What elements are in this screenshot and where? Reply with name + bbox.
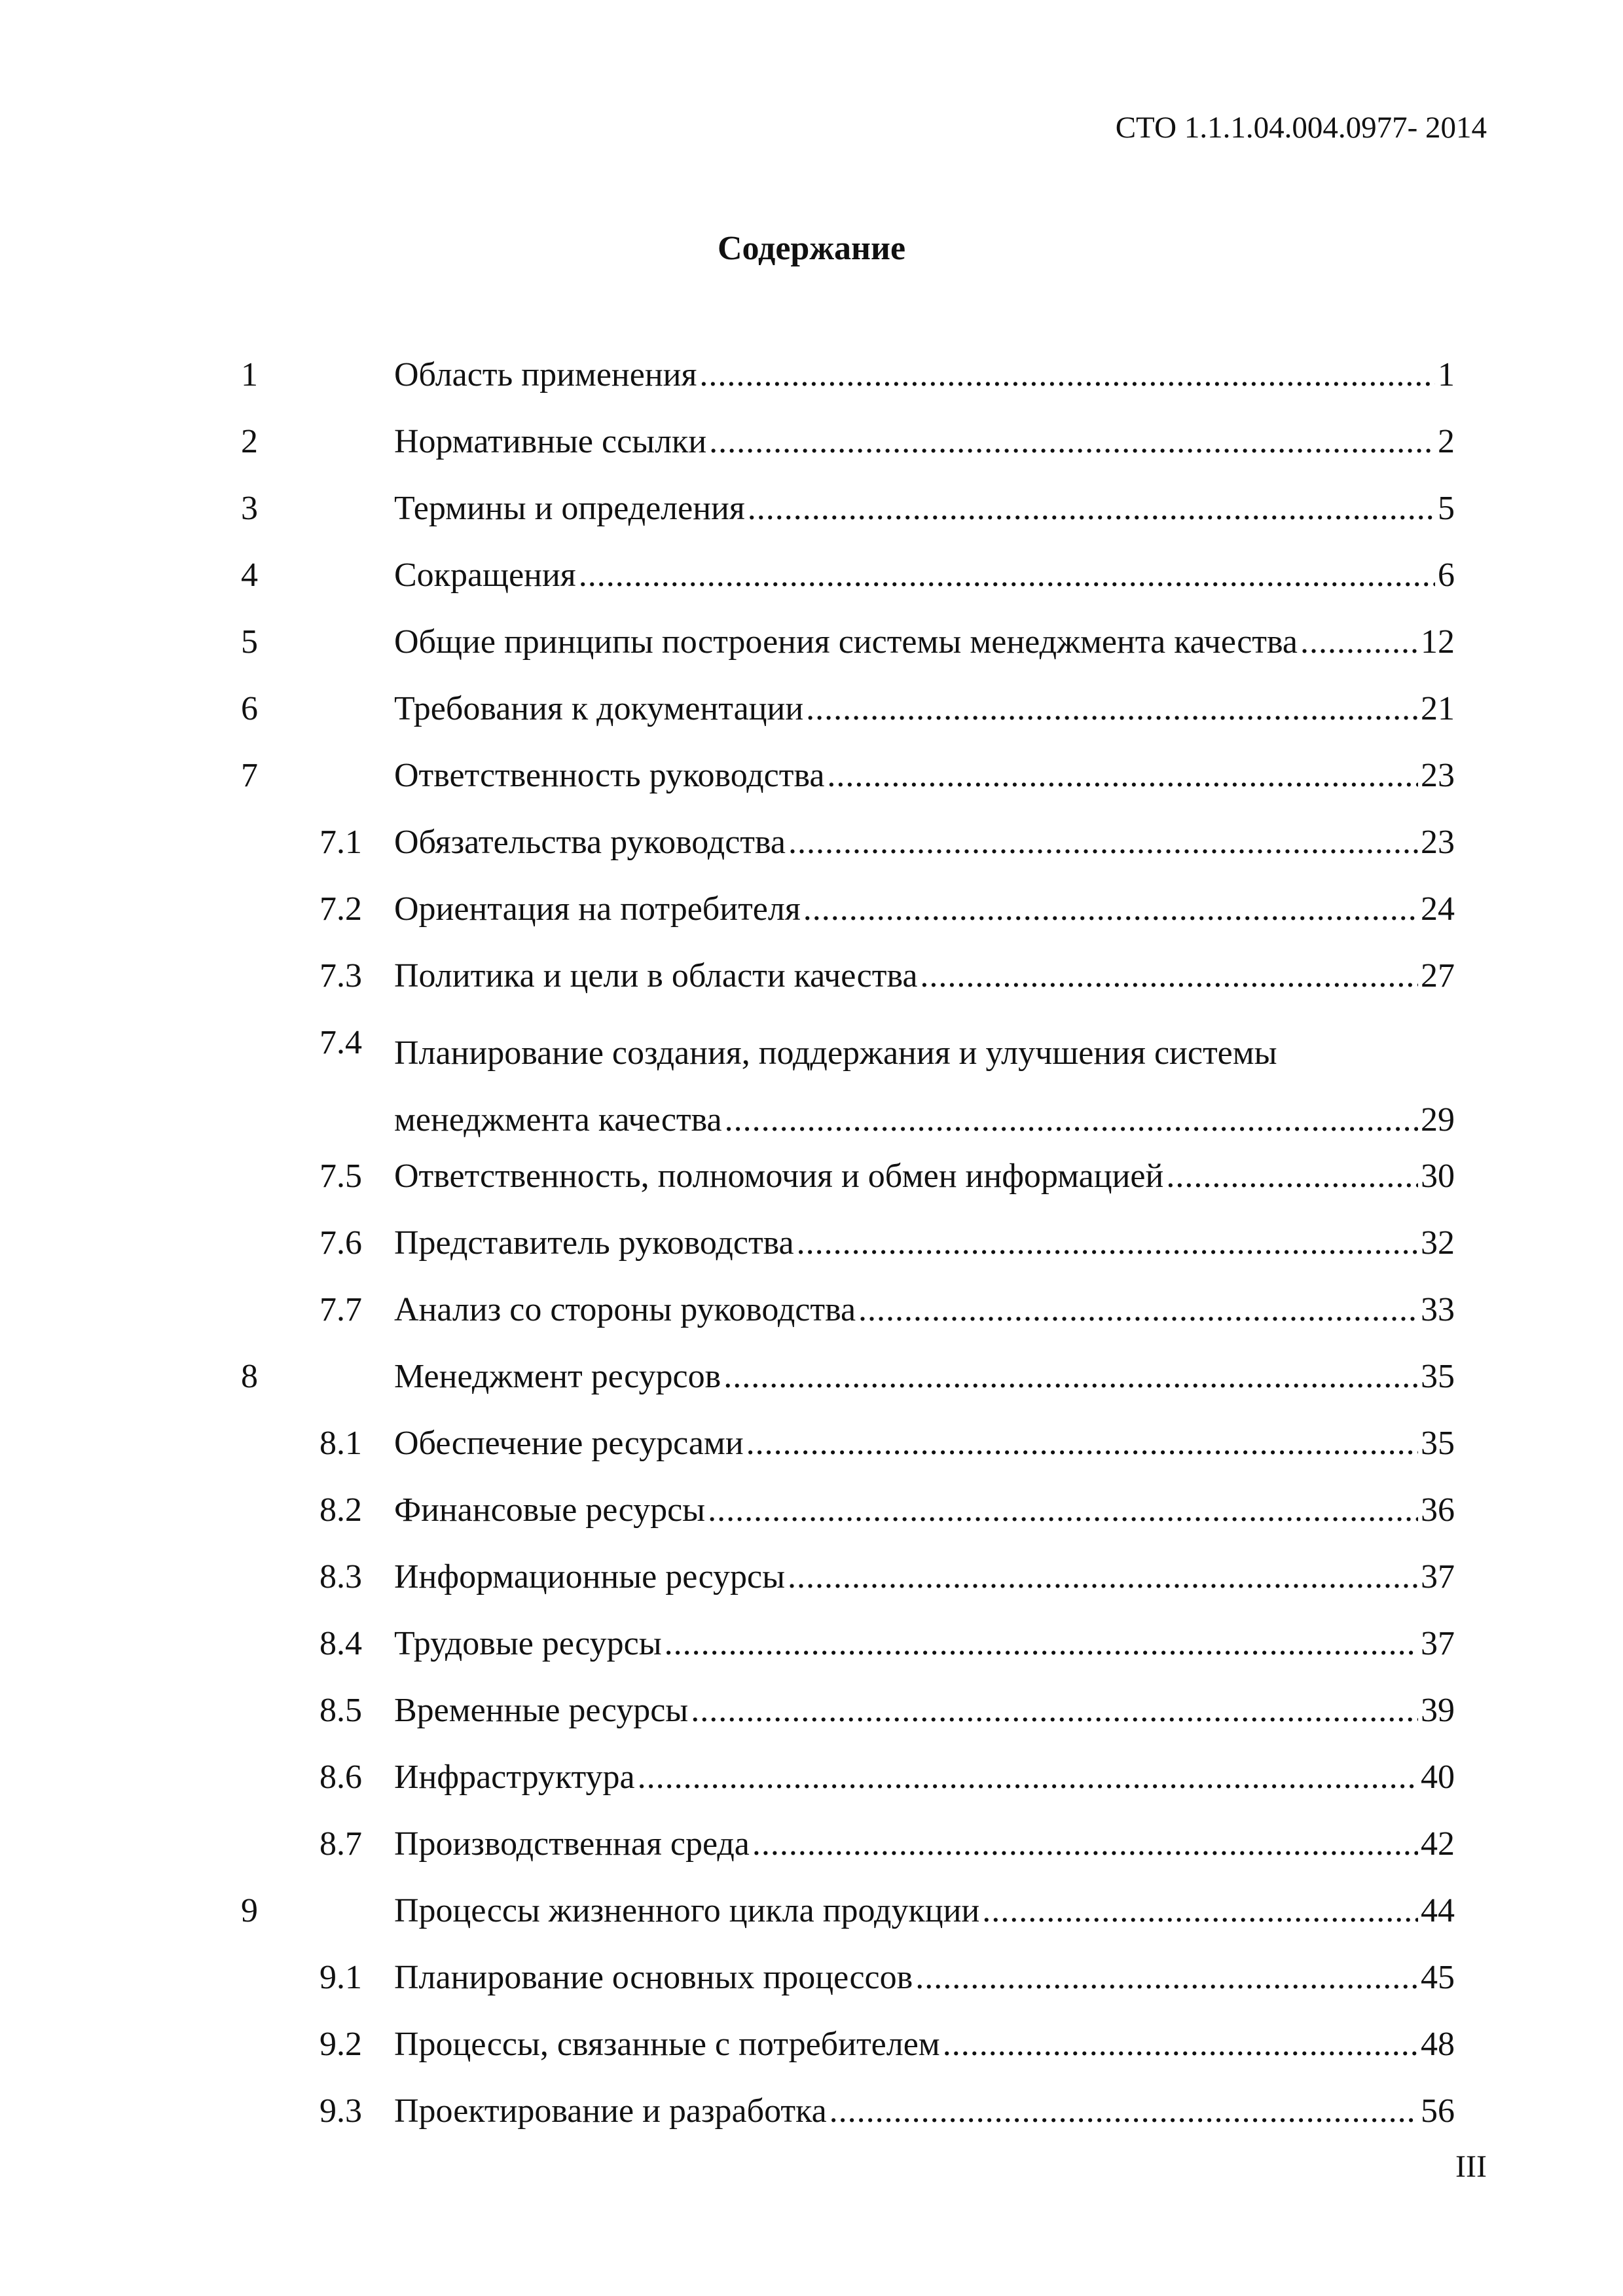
page-ref: 35 (1421, 1425, 1455, 1462)
subsection-number: 7.7 (319, 1291, 362, 1328)
toc-entry-body (394, 1354, 1455, 1400)
toc-entry-body (394, 886, 1455, 932)
section-number: 9 (241, 1892, 258, 1929)
toc-entry (0, 1554, 1623, 1621)
page-ref: 29 (1421, 1101, 1455, 1139)
section-title: Обеспечение ресурсами (394, 1425, 744, 1462)
page-ref: 5 (1438, 490, 1455, 527)
section-title: Процессы жизненного цикла продукции (394, 1892, 980, 1929)
dot-leader (827, 753, 1418, 799)
toc-entry (0, 1220, 1623, 1287)
section-title-line-2: менеджмента качества (394, 1101, 722, 1139)
page-ref: 1 (1438, 356, 1455, 393)
section-number: 2 (241, 423, 258, 460)
toc-entry-body (394, 419, 1455, 465)
page-ref: 40 (1421, 1758, 1455, 1796)
section-title: Сокращения (394, 556, 576, 594)
toc-entry-body (394, 1020, 1455, 1154)
section-title: Ориентация на потребителя (394, 890, 801, 928)
page-ref: 33 (1421, 1291, 1455, 1328)
toc-entry-body (394, 753, 1455, 799)
subsection-number: 8.4 (319, 1625, 362, 1662)
page-ref: 56 (1421, 2092, 1455, 2130)
toc-entry (0, 2022, 1623, 2088)
dot-leader (920, 953, 1418, 999)
subsection-number: 7.2 (319, 890, 362, 928)
toc-entry (0, 1354, 1623, 1421)
dot-leader (746, 1421, 1418, 1467)
section-title-line-2-row (394, 1087, 1455, 1154)
subsection-number: 8.2 (319, 1491, 362, 1529)
section-title: Область применения (394, 356, 697, 393)
page-ref: 21 (1421, 690, 1455, 727)
page-ref: 23 (1421, 757, 1455, 794)
toc-entry-body (394, 619, 1455, 665)
dot-leader (943, 2022, 1418, 2068)
toc-entry-body (394, 820, 1455, 866)
toc-entry (0, 419, 1623, 486)
section-number: 5 (241, 623, 258, 661)
page-ref: 48 (1421, 2026, 1455, 2063)
section-title: Финансовые ресурсы (394, 1491, 706, 1529)
section-title: Требования к документации (394, 690, 804, 727)
section-title: Производственная среда (394, 1825, 750, 1863)
toc-entry-body (394, 1487, 1455, 1533)
dot-leader (699, 352, 1435, 398)
toc-entry-body (394, 352, 1455, 398)
page-ref: 6 (1438, 556, 1455, 594)
toc-entry (0, 953, 1623, 1020)
toc-entry (0, 886, 1623, 953)
toc-entry-body (394, 1220, 1455, 1266)
dot-leader (806, 686, 1418, 732)
dot-leader (830, 2088, 1418, 2134)
page-ref: 24 (1421, 890, 1455, 928)
toc-entry-body (394, 2088, 1455, 2134)
page-ref: 39 (1421, 1692, 1455, 1729)
section-title: Процессы, связанные с потребителем (394, 2026, 940, 2063)
dot-leader (752, 1821, 1418, 1867)
subsection-number: 7.5 (319, 1157, 362, 1195)
section-title-line-1: Планирование создания, поддержания и улучшения системы (394, 1034, 1277, 1072)
toc-entry (0, 1688, 1623, 1755)
dot-leader (665, 1621, 1418, 1667)
section-title: Ответственность, полномочия и обмен информацией (394, 1157, 1164, 1195)
dot-leader (1166, 1154, 1418, 1199)
page-ref: 36 (1421, 1491, 1455, 1529)
subsection-number: 8.7 (319, 1825, 362, 1863)
section-title: Обязательства руководства (394, 824, 786, 861)
section-title: Термины и определения (394, 490, 745, 527)
page-ref: 37 (1421, 1558, 1455, 1595)
toc-entry-body (394, 1287, 1455, 1333)
toc-entry (0, 486, 1623, 553)
dot-leader (709, 419, 1435, 465)
section-title: Анализ со стороны руководства (394, 1291, 856, 1328)
dot-leader (1300, 619, 1418, 665)
page-ref: 44 (1421, 1892, 1455, 1929)
page-ref: 30 (1421, 1157, 1455, 1195)
toc-entry-body (394, 2022, 1455, 2068)
section-title: Представитель руководства (394, 1224, 794, 1262)
toc-entry (0, 1487, 1623, 1554)
page-ref: 32 (1421, 1224, 1455, 1262)
page-ref: 23 (1421, 824, 1455, 861)
section-title: Общие принципы построения системы менеджмента качества (394, 623, 1298, 661)
toc-entry-body (394, 486, 1455, 532)
toc-entry (0, 1755, 1623, 1821)
dot-leader (691, 1688, 1418, 1734)
page-ref: 27 (1421, 957, 1455, 994)
toc-entry (0, 686, 1623, 753)
toc-entry-body (394, 1755, 1455, 1800)
document-code: СТО 1.1.1.04.004.0977- 2014 (1115, 111, 1487, 145)
subsection-number: 7.6 (319, 1224, 362, 1262)
dot-leader (748, 486, 1435, 532)
page-ref: 42 (1421, 1825, 1455, 1863)
dot-leader (708, 1487, 1418, 1533)
toc-entry (0, 2088, 1623, 2155)
section-title: Менеджмент ресурсов (394, 1358, 721, 1395)
page-ref: 45 (1421, 1959, 1455, 1996)
section-number: 7 (241, 757, 258, 794)
toc-entry (0, 553, 1623, 619)
subsection-number: 9.2 (319, 2026, 362, 2063)
section-title: Нормативные ссылки (394, 423, 707, 460)
page-ref: 35 (1421, 1358, 1455, 1395)
subsection-number: 7.3 (319, 957, 362, 994)
subsection-number: 9.3 (319, 2092, 362, 2130)
dot-leader (797, 1220, 1418, 1266)
subsection-number: 8.3 (319, 1558, 362, 1595)
subsection-number: 7.4 (319, 1024, 362, 1061)
dot-leader (723, 1354, 1418, 1400)
toc-entry (0, 1955, 1623, 2022)
toc-entry (0, 1020, 1623, 1154)
page-ref: 12 (1421, 623, 1455, 661)
subsection-number: 8.6 (319, 1758, 362, 1796)
subsection-number: 8.1 (319, 1425, 362, 1462)
dot-leader (858, 1287, 1418, 1333)
toc-entry-body (394, 1821, 1455, 1867)
dot-leader (788, 1554, 1418, 1600)
dot-leader (579, 553, 1435, 598)
section-title: Ответственность руководства (394, 757, 825, 794)
section-number: 3 (241, 490, 258, 527)
subsection-number: 7.1 (319, 824, 362, 861)
dot-leader (915, 1955, 1418, 2001)
toc-entry-body (394, 1554, 1455, 1600)
dot-leader (803, 886, 1418, 932)
toc-entry-body (394, 1154, 1455, 1199)
section-number: 8 (241, 1358, 258, 1395)
toc-entry (0, 1287, 1623, 1354)
toc-entry-body (394, 1688, 1455, 1734)
section-number: 4 (241, 556, 258, 594)
page-number: III (1455, 2149, 1487, 2184)
page-ref: 2 (1438, 423, 1455, 460)
section-number: 1 (241, 356, 258, 393)
section-number: 6 (241, 690, 258, 727)
toc-entry (0, 1888, 1623, 1955)
toc-entry (0, 1621, 1623, 1688)
toc-entry-body (394, 686, 1455, 732)
page-title: Содержание (717, 230, 906, 267)
section-title: Трудовые ресурсы (394, 1625, 662, 1662)
dot-leader (788, 820, 1418, 866)
toc-entry-body (394, 553, 1455, 598)
toc-entry-body (394, 1888, 1455, 1934)
toc-entry (0, 1421, 1623, 1487)
dot-leader (725, 1087, 1418, 1154)
toc-entry-body (394, 1621, 1455, 1667)
toc-entry-body (394, 953, 1455, 999)
table-of-contents (0, 352, 1623, 2155)
section-title: Проектирование и разработка (394, 2092, 827, 2130)
subsection-number: 8.5 (319, 1692, 362, 1729)
subsection-number: 9.1 (319, 1959, 362, 1996)
toc-entry (0, 352, 1623, 419)
section-title: Инфраструктура (394, 1758, 635, 1796)
toc-entry (0, 820, 1623, 886)
section-title: Информационные ресурсы (394, 1558, 786, 1595)
section-title: Политика и цели в области качества (394, 957, 918, 994)
dot-leader (982, 1888, 1418, 1934)
toc-entry (0, 619, 1623, 686)
section-title: Временные ресурсы (394, 1692, 689, 1729)
toc-entry-body (394, 1421, 1455, 1467)
toc-entry (0, 753, 1623, 820)
dot-leader (638, 1755, 1418, 1800)
page-ref: 37 (1421, 1625, 1455, 1662)
toc-entry-body (394, 1955, 1455, 2001)
toc-entry (0, 1821, 1623, 1888)
section-title: Планирование основных процессов (394, 1959, 913, 1996)
toc-entry (0, 1154, 1623, 1220)
